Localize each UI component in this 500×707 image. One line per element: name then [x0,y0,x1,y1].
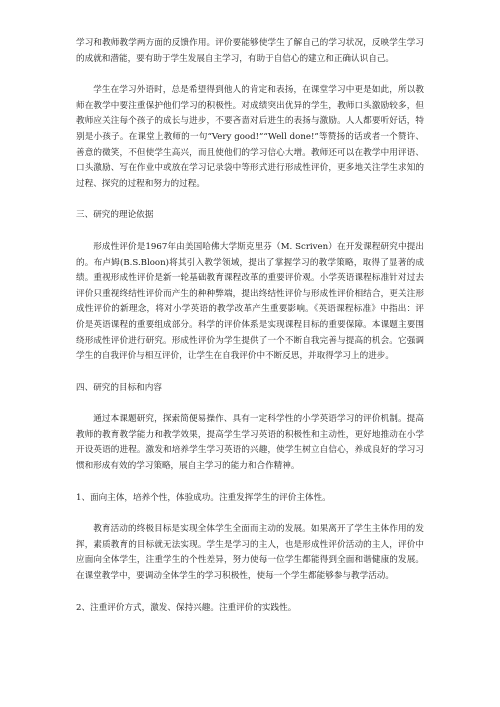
subheading-student-subject: 1、面向主体，培养个性，体验成功。注重发挥学生的评价主体性。 [76,492,331,503]
paragraph-student-development: 教育活动的终极目标是实现全体学生全面而主动的发展。如果离开了学生主体作用的发挥，素质教育的目标就无法实现。学生是学习的主人，也是形成性评价活动的主人，评价中应面向全体学生，注重学生的个性差异，努力使每一位学生都能得到全面和谐健康的发展。在课堂教学中，要调动全体学生的学习积极性，使每一个学生都能够参与教学活动。 [76,524,424,582]
subheading-evaluation-methods: 2、注重评价方式，激发、保持兴趣。注重评价的实践性。 [76,602,297,613]
paragraph-praise: 学生在学习外语时，总是希望得到他人的肯定和表扬，在课堂学习中更是如此，所以教师在教学中要注重保护他们学习的积极性。对成绩突出优异的学生，教师口头激励较多，但教师应关注每个孩子的成长与进步，不要吝啬对后进生的表扬与激励。人人都要听好话，特别是小孩子。在课堂上教师的一句“Very good!”“Well done!”等赞扬的话或者一个赞许、善意的微笑，不但使学生高兴，而且使他们的学习信心大增。教师还可以在教学中用评语、口头激励、写在作业中或放在学习记录袋中等形式进行形成性评价，更多地关注学生求知的过程、探究的过程和努力的过程。 [76,85,424,189]
section-heading-theory: 三、研究的理论依据 [76,210,154,221]
paragraph-feedback: 学习和教师教学两方面的反馈作用。评价要能够使学生了解自己的学习状况，反映学生学习的成就和潜能，要有助于学生发展自主学习，有助于自信心的建立和正确认识自己。 [76,38,424,64]
paragraph-formative-evaluation: 形成性评价是1967年由美国哈佛大学斯克里芬（M. Scriven）在开发课程研究中提出的。布卢姆(B.S.Bloon)将其引入教学领域，提出了掌握学习的教学策略，取得了显著的成绩。重视形成性评价是新一轮基础教育课程改革的重要评价观。小学英语课程标准针对过去评价只重视终结性评价而产生的种种弊端，提出终结性评价与形成性评价相结合，更关注形成性评价的新理念，将对小学英语的教学改革产生重要影响。《英语课程标准》中指出：评价是英语课程的重要组成部分。科学的评价体系是实现课程目标的重要保障。本课题主要围绕形成性评价进行研究。形成性评价为学生提供了一个不断自我完善与提高的机会。它强调学生的自我评价与相互评价，让学生在自我评价中不断反思，并取得学习上的进步。 [76,241,424,362]
section-heading-goals: 四、研究的目标和内容 [76,382,162,393]
paragraph-goals: 通过本课题研究，探索简便易操作、具有一定科学性的小学英语学习的评价机制。提高教师的教育教学能力和教学效果，提高学生学习英语的积极性和主动性，更好地推动在小学开设英语的进程。激发和培养学生学习英语的兴趣，使学生树立自信心，养成良好的学习习惯和形成有效的学习策略，展自主学习的能力和合作精神。 [76,414,424,472]
